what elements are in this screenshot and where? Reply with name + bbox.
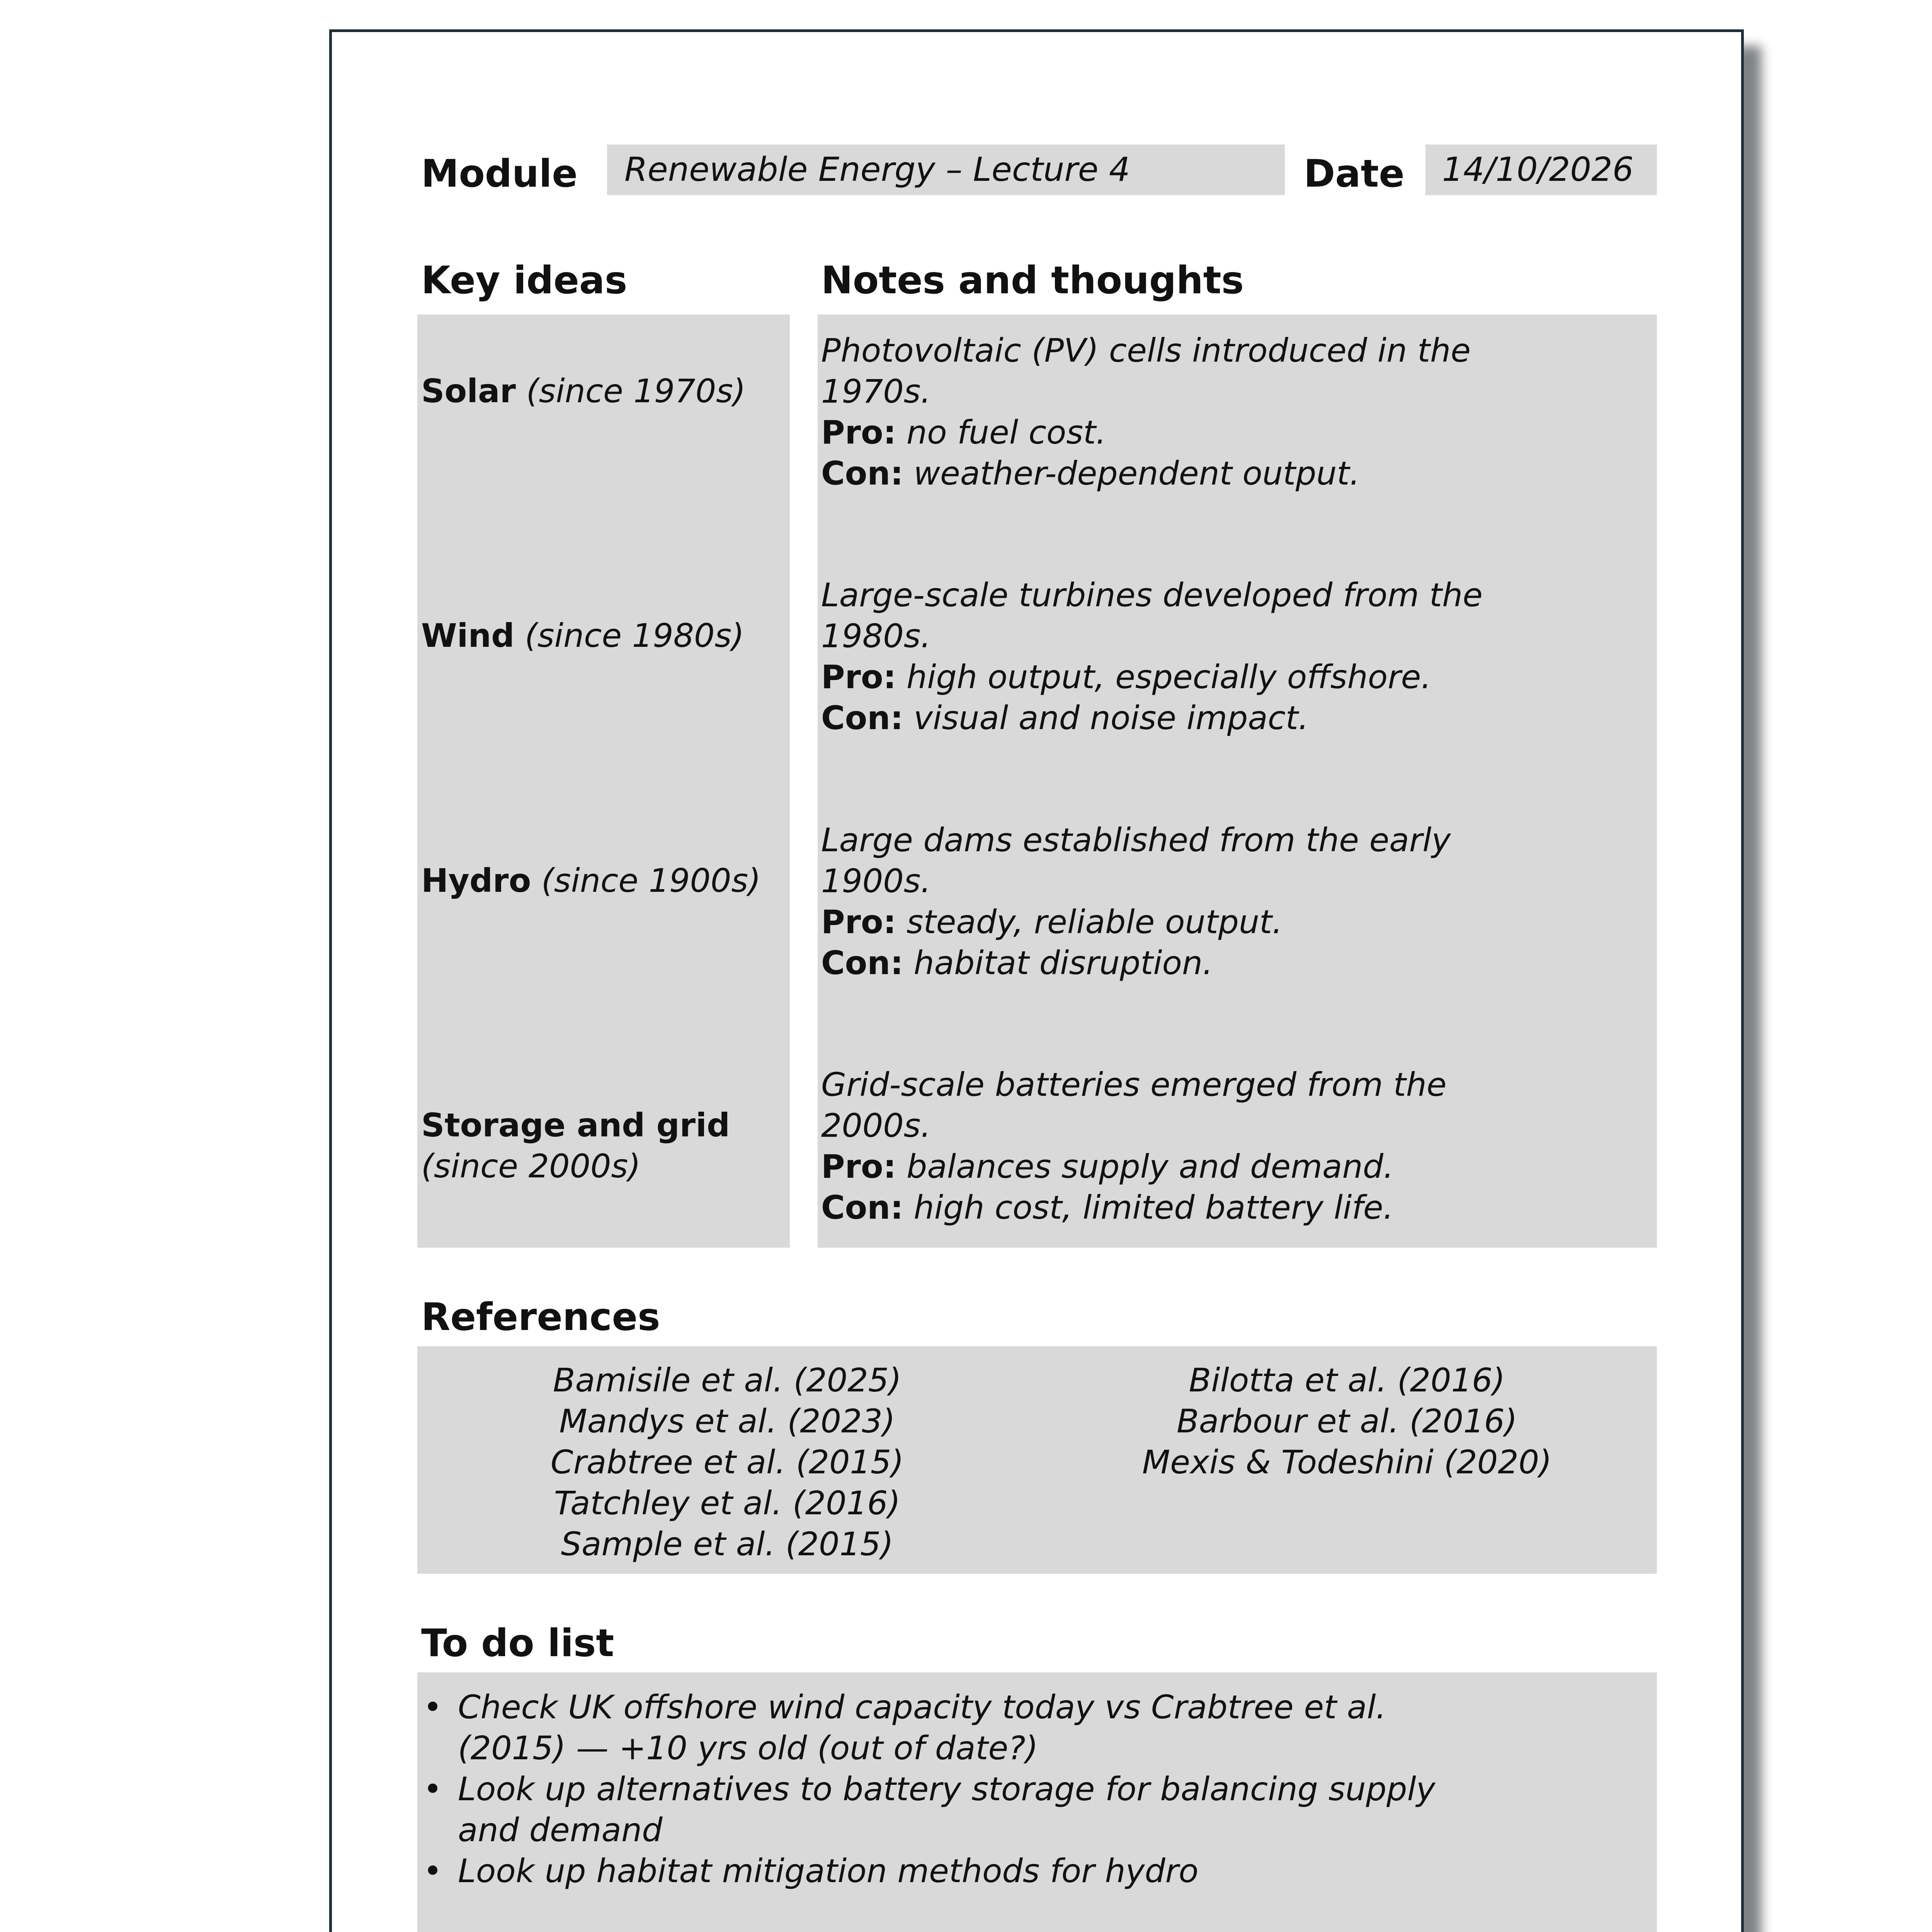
todo-line: (2015) — +10 yrs old (out of date?) (458, 1729, 1038, 1767)
pro-text: balances supply and demand. (906, 1148, 1394, 1185)
key-idea-title: Solar (421, 372, 516, 410)
reference-item: Sample et al. (2015) (561, 1525, 894, 1563)
date-label: Date (1304, 152, 1405, 196)
note-line: 2000s. (821, 1107, 931, 1145)
todo-heading: To do list (421, 1621, 614, 1665)
con-text: visual and noise impact. (913, 699, 1309, 737)
todo-item (421, 1850, 1435, 1891)
module-label: Module (421, 152, 578, 196)
key-idea-wind (421, 615, 744, 656)
note-hydro (821, 820, 1451, 983)
reference-item: Barbour et al. (2016) (1177, 1402, 1517, 1440)
reference-item: Bilotta et al. (2016) (1189, 1361, 1505, 1399)
module-field[interactable] (607, 145, 1285, 195)
key-idea-title: Wind (421, 617, 515, 655)
con-label: Con: (821, 454, 903, 492)
bullet: • (423, 1852, 442, 1890)
reference-item: Bamisile et al. (2025) (553, 1361, 901, 1399)
pro-label: Pro: (821, 1148, 896, 1185)
todo-item (421, 1687, 1435, 1769)
pro-text: no fuel cost. (906, 413, 1106, 451)
reference-item: Tatchley et al. (2016) (554, 1484, 901, 1522)
references-heading: References (421, 1295, 660, 1339)
con-label: Con: (821, 699, 903, 737)
key-idea-period: (since 1980s) (525, 617, 745, 655)
key-idea-hydro (421, 860, 761, 901)
pro-label: Pro: (821, 903, 896, 941)
con-label: Con: (821, 1189, 903, 1226)
key-idea-period: (since 1970s) (526, 372, 746, 410)
todo-item (421, 1769, 1435, 1850)
bullet: • (423, 1688, 442, 1726)
reference-item: Crabtree et al. (2015) (550, 1443, 904, 1481)
pro-text: high output, especially offshore. (906, 658, 1432, 696)
note-line: 1970s. (821, 372, 931, 410)
todo-line: Check UK offshore wind capacity today vs Crabtree et al. (458, 1688, 1386, 1726)
key-idea-period: (since 1900s) (541, 862, 761, 900)
references-right (1037, 1360, 1657, 1483)
note-storage (821, 1064, 1447, 1228)
pro-label: Pro: (821, 658, 896, 696)
con-text: weather-dependent output. (913, 454, 1360, 492)
note-solar (821, 330, 1471, 494)
module-value: Renewable Energy – Lecture 4 (624, 150, 1130, 189)
todo-line: Look up habitat mitigation methods for hydro (458, 1852, 1199, 1890)
date-field[interactable] (1425, 145, 1657, 195)
reference-item: Mexis & Todeshini (2020) (1142, 1443, 1552, 1481)
references-left (417, 1360, 1037, 1565)
bullet: • (423, 1770, 442, 1808)
key-idea-solar (421, 371, 746, 412)
key-idea-storage (421, 1105, 730, 1187)
note-line: 1900s. (821, 862, 931, 900)
key-idea-period: (since 2000s) (421, 1147, 641, 1185)
con-label: Con: (821, 944, 903, 982)
note-wind (821, 575, 1483, 738)
todo-line: Look up alternatives to battery storage for balancing supply (458, 1770, 1435, 1808)
note-line: 1980s. (821, 617, 931, 655)
note-line: Large dams established from the early (821, 821, 1451, 859)
todo-line: and demand (458, 1811, 663, 1849)
con-text: habitat disruption. (913, 944, 1213, 982)
todo-list (421, 1687, 1435, 1891)
reference-item: Mandys et al. (2023) (559, 1402, 895, 1440)
key-idea-title: Hydro (421, 862, 531, 900)
con-text: high cost, limited battery life. (913, 1189, 1394, 1226)
key-ideas-heading: Key ideas (421, 259, 628, 303)
pro-label: Pro: (821, 413, 896, 451)
note-line: Large-scale turbines developed from the (821, 576, 1483, 614)
note-line: Grid-scale batteries emerged from the (821, 1066, 1447, 1104)
notes-page (329, 29, 1744, 1932)
pro-text: steady, reliable output. (906, 903, 1282, 941)
date-value: 14/10/2026 (1442, 150, 1634, 189)
key-idea-title: Storage and grid (421, 1106, 730, 1144)
notes-heading: Notes and thoughts (821, 259, 1244, 303)
note-line: Photovoltaic (PV) cells introduced in the (821, 332, 1471, 369)
